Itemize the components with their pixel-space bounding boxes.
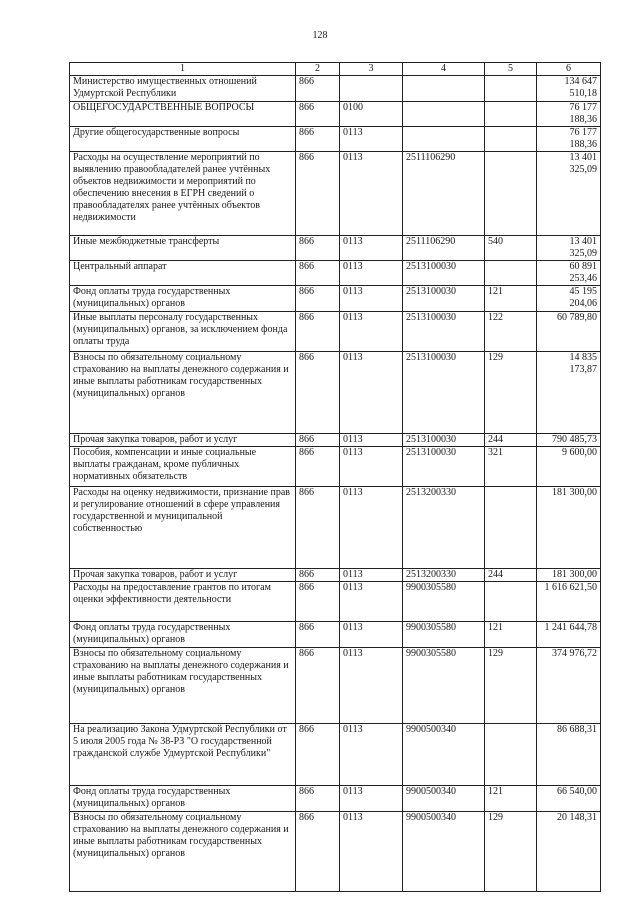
cell-csr: 9900500340 bbox=[403, 812, 485, 892]
cell-vr: 129 bbox=[485, 352, 537, 434]
table-row bbox=[70, 648, 601, 724]
cell-sum: 14 835 173,87 bbox=[537, 352, 601, 434]
cell-csr bbox=[403, 102, 485, 127]
cell-vr bbox=[485, 582, 537, 622]
cell-sec: 0100 bbox=[340, 102, 403, 127]
cell-name: ОБЩЕГОСУДАРСТВЕННЫЕ ВОПРОСЫ bbox=[70, 102, 296, 127]
cell-vr: 129 bbox=[485, 812, 537, 892]
table-row bbox=[70, 724, 601, 786]
cell-sec: 0113 bbox=[340, 582, 403, 622]
cell-adm: 866 bbox=[296, 286, 340, 312]
cell-sum: 45 195 204,06 bbox=[537, 286, 601, 312]
cell-csr: 9900500340 bbox=[403, 724, 485, 786]
cell-sum: 1 616 621,50 bbox=[537, 582, 601, 622]
cell-sum: 1 241 644,78 bbox=[537, 622, 601, 648]
table-header-row bbox=[70, 63, 601, 76]
cell-name: Взносы по обязательному социальному страхованию на выплаты денежного содержания и иные выплаты работникам государственных (муниципальных) органов bbox=[70, 648, 296, 724]
header-cell: 5 bbox=[485, 63, 537, 76]
cell-vr: 129 bbox=[485, 648, 537, 724]
table-row bbox=[70, 236, 601, 261]
cell-name: Расходы на предоставление грантов по итогам оценки эффективности деятельности bbox=[70, 582, 296, 622]
cell-sum: 13 401 325,09 bbox=[537, 152, 601, 236]
cell-name: Центральный аппарат bbox=[70, 261, 296, 286]
cell-sec: 0113 bbox=[340, 434, 403, 447]
header-cell: 6 bbox=[537, 63, 601, 76]
cell-sec: 0113 bbox=[340, 447, 403, 487]
cell-adm: 866 bbox=[296, 236, 340, 261]
header-cell: 4 bbox=[403, 63, 485, 76]
cell-csr: 2511106290 bbox=[403, 236, 485, 261]
cell-name: Прочая закупка товаров, работ и услуг bbox=[70, 569, 296, 582]
cell-vr: 121 bbox=[485, 286, 537, 312]
cell-sum: 60 789,80 bbox=[537, 312, 601, 352]
table-row bbox=[70, 102, 601, 127]
cell-adm: 866 bbox=[296, 434, 340, 447]
cell-sec: 0113 bbox=[340, 312, 403, 352]
cell-csr: 2511106290 bbox=[403, 152, 485, 236]
table-body bbox=[70, 63, 601, 892]
cell-sec: 0113 bbox=[340, 152, 403, 236]
cell-name: Прочая закупка товаров, работ и услуг bbox=[70, 434, 296, 447]
cell-adm: 866 bbox=[296, 582, 340, 622]
cell-sec: 0113 bbox=[340, 648, 403, 724]
cell-csr: 2513100030 bbox=[403, 261, 485, 286]
cell-adm: 866 bbox=[296, 261, 340, 286]
cell-sec: 0113 bbox=[340, 487, 403, 569]
cell-adm: 866 bbox=[296, 76, 340, 102]
cell-sum: 20 148,31 bbox=[537, 812, 601, 892]
cell-name: Пособия, компенсации и иные социальные выплаты гражданам, кроме публичных нормативных обязательств bbox=[70, 447, 296, 487]
cell-csr: 9900500340 bbox=[403, 786, 485, 812]
cell-adm: 866 bbox=[296, 127, 340, 152]
cell-name: Министерство имущественных отношений Удмуртской Республики bbox=[70, 76, 296, 102]
cell-adm: 866 bbox=[296, 812, 340, 892]
cell-csr: 2513200330 bbox=[403, 569, 485, 582]
cell-sum: 374 976,72 bbox=[537, 648, 601, 724]
cell-adm: 866 bbox=[296, 312, 340, 352]
cell-csr: 9900305580 bbox=[403, 648, 485, 724]
header-cell: 2 bbox=[296, 63, 340, 76]
cell-csr bbox=[403, 127, 485, 152]
cell-sum: 134 647 510,18 bbox=[537, 76, 601, 102]
table-row bbox=[70, 582, 601, 622]
cell-adm: 866 bbox=[296, 786, 340, 812]
table-row bbox=[70, 152, 601, 236]
table-row bbox=[70, 434, 601, 447]
cell-adm: 866 bbox=[296, 102, 340, 127]
cell-sec: 0113 bbox=[340, 261, 403, 286]
cell-sum: 790 485,73 bbox=[537, 434, 601, 447]
cell-vr: 121 bbox=[485, 786, 537, 812]
page-number: 128 bbox=[312, 30, 328, 41]
cell-vr bbox=[485, 487, 537, 569]
cell-adm: 866 bbox=[296, 724, 340, 786]
table-row bbox=[70, 812, 601, 892]
cell-vr bbox=[485, 261, 537, 286]
cell-vr: 321 bbox=[485, 447, 537, 487]
table-row bbox=[70, 487, 601, 569]
cell-sum: 181 300,00 bbox=[537, 569, 601, 582]
cell-sec: 0113 bbox=[340, 127, 403, 152]
cell-sum: 181 300,00 bbox=[537, 487, 601, 569]
cell-sum: 76 177 188,36 bbox=[537, 127, 601, 152]
header-cell: 3 bbox=[340, 63, 403, 76]
cell-adm: 866 bbox=[296, 447, 340, 487]
cell-sec: 0113 bbox=[340, 622, 403, 648]
cell-csr: 2513100030 bbox=[403, 352, 485, 434]
cell-sum: 13 401 325,09 bbox=[537, 236, 601, 261]
table-row bbox=[70, 76, 601, 102]
table-row bbox=[70, 622, 601, 648]
cell-adm: 866 bbox=[296, 622, 340, 648]
cell-adm: 866 bbox=[296, 487, 340, 569]
cell-vr: 244 bbox=[485, 569, 537, 582]
cell-vr: 122 bbox=[485, 312, 537, 352]
cell-csr: 2513100030 bbox=[403, 312, 485, 352]
cell-csr: 2513100030 bbox=[403, 434, 485, 447]
cell-vr bbox=[485, 127, 537, 152]
table-row bbox=[70, 261, 601, 286]
cell-name: Расходы на оценку недвижимости, признание прав и регулирование отношений в сфере управления государственной и муниципальной собственностью bbox=[70, 487, 296, 569]
cell-name: Иные межбюджетные трансферты bbox=[70, 236, 296, 261]
cell-name: Взносы по обязательному социальному страхованию на выплаты денежного содержания и иные выплаты работникам государственных (муниципальных) органов bbox=[70, 352, 296, 434]
cell-csr: 2513200330 bbox=[403, 487, 485, 569]
cell-vr bbox=[485, 102, 537, 127]
cell-name: На реализацию Закона Удмуртской Республики от 5 июля 2005 года № 38-РЗ "О государственной гражданской службе Удмуртской Республики" bbox=[70, 724, 296, 786]
cell-name: Другие общегосударственные вопросы bbox=[70, 127, 296, 152]
cell-vr bbox=[485, 724, 537, 786]
cell-name: Взносы по обязательному социальному страхованию на выплаты денежного содержания и иные выплаты работникам государственных (муниципальных) органов bbox=[70, 812, 296, 892]
cell-name: Расходы на осуществление мероприятий по выявлению правообладателей ранее учтённых объектов недвижимости и мероприятий по обеспечению внесения в ЕГРН сведений о правообладателях ранее учтённых объектов недвижимости bbox=[70, 152, 296, 236]
table-row bbox=[70, 127, 601, 152]
cell-sec: 0113 bbox=[340, 352, 403, 434]
cell-csr bbox=[403, 76, 485, 102]
cell-csr: 9900305580 bbox=[403, 622, 485, 648]
table-row bbox=[70, 312, 601, 352]
table-row bbox=[70, 569, 601, 582]
cell-name: Фонд оплаты труда государственных (муниципальных) органов bbox=[70, 786, 296, 812]
cell-sec bbox=[340, 76, 403, 102]
table-row bbox=[70, 286, 601, 312]
cell-sum: 86 688,31 bbox=[537, 724, 601, 786]
table-row bbox=[70, 352, 601, 434]
cell-csr: 2513100030 bbox=[403, 447, 485, 487]
budget-table bbox=[69, 62, 601, 892]
header-cell: 1 bbox=[70, 63, 296, 76]
table-row bbox=[70, 786, 601, 812]
cell-vr bbox=[485, 152, 537, 236]
cell-sum: 9 600,00 bbox=[537, 447, 601, 487]
cell-vr: 121 bbox=[485, 622, 537, 648]
cell-sec: 0113 bbox=[340, 569, 403, 582]
cell-csr: 2513100030 bbox=[403, 286, 485, 312]
cell-vr: 244 bbox=[485, 434, 537, 447]
cell-csr: 9900305580 bbox=[403, 582, 485, 622]
cell-adm: 866 bbox=[296, 352, 340, 434]
cell-sum: 66 540,00 bbox=[537, 786, 601, 812]
cell-adm: 866 bbox=[296, 569, 340, 582]
cell-sum: 60 891 253,46 bbox=[537, 261, 601, 286]
cell-sec: 0113 bbox=[340, 724, 403, 786]
cell-sec: 0113 bbox=[340, 286, 403, 312]
cell-adm: 866 bbox=[296, 648, 340, 724]
cell-sum: 76 177 188,36 bbox=[537, 102, 601, 127]
cell-sec: 0113 bbox=[340, 236, 403, 261]
cell-sec: 0113 bbox=[340, 812, 403, 892]
cell-name: Фонд оплаты труда государственных (муниципальных) органов bbox=[70, 286, 296, 312]
table-row bbox=[70, 447, 601, 487]
cell-vr bbox=[485, 76, 537, 102]
cell-name: Фонд оплаты труда государственных (муниципальных) органов bbox=[70, 622, 296, 648]
cell-vr: 540 bbox=[485, 236, 537, 261]
cell-adm: 866 bbox=[296, 152, 340, 236]
cell-sec: 0113 bbox=[340, 786, 403, 812]
cell-name: Иные выплаты персоналу государственных (муниципальных) органов, за исключением фонда оплаты труда bbox=[70, 312, 296, 352]
